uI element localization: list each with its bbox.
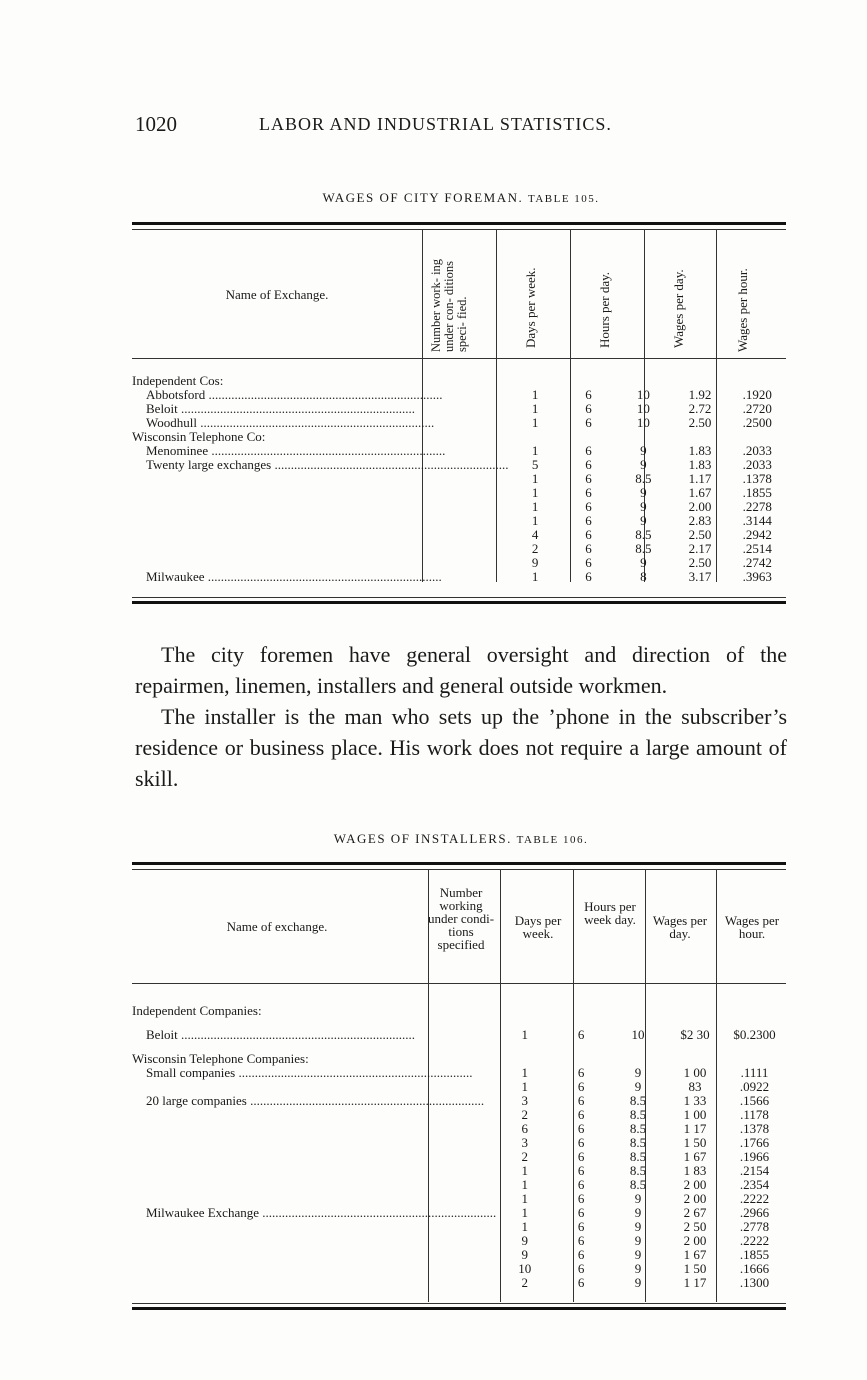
cell-hours: 9 — [634, 1247, 642, 1262]
cell-exchange-name — [132, 416, 508, 430]
cell-hours: 9 — [634, 1065, 642, 1080]
table-106-top-rule — [132, 862, 786, 865]
cell-number: 1 — [531, 471, 539, 486]
cell-exchange-name — [132, 1122, 496, 1136]
cell-days: 6 — [577, 1177, 585, 1192]
cell-hours: 8.5 — [629, 1177, 647, 1192]
cell-hours: 10 — [636, 401, 650, 416]
cell-number: 1 — [521, 1205, 528, 1220]
cell-days: 6 — [577, 1027, 585, 1042]
exchange-name-text: Abbotsford — [146, 388, 206, 402]
table-105-title: WAGES OF CITY FOREMAN. — [322, 190, 524, 205]
cell-days: 6 — [577, 1163, 585, 1178]
cell-wages-hour: .2742 — [742, 555, 772, 570]
cell-wages-day: 2 67 — [683, 1205, 707, 1220]
col-header-number: Number work- ing under con- ditions speci- fied. — [429, 258, 469, 352]
col-header-wages-hour: Wages per hour. — [724, 913, 780, 941]
table-row — [132, 1066, 786, 1080]
table-row — [132, 1136, 786, 1150]
cell-number: 6 — [521, 1121, 528, 1136]
cell-days: 6 — [585, 499, 592, 514]
table-row — [132, 1094, 786, 1108]
cell-wages-day: 2.00 — [688, 499, 712, 514]
table-105-caption — [135, 190, 787, 206]
cell-days: 6 — [585, 513, 592, 528]
page-header — [135, 112, 787, 142]
exchange-name-text: 20 large companies — [146, 1094, 247, 1108]
cell-wages-hour: .1920 — [742, 387, 772, 402]
cell-wages-day: 2.50 — [688, 527, 712, 542]
cell-number: 3 — [521, 1093, 528, 1108]
cell-exchange-name — [132, 542, 508, 556]
cell-wages-day: 2.83 — [688, 513, 712, 528]
table-105-top-rule — [132, 222, 786, 225]
cell-wages-day: 1 17 — [683, 1121, 707, 1136]
table-row — [132, 1122, 786, 1136]
cell-days: 6 — [585, 387, 592, 402]
cell-hours: 9 — [634, 1275, 642, 1290]
col-header-wages-day: Wages per day. — [652, 913, 708, 941]
cell-number: 4 — [531, 527, 539, 542]
cell-days: 6 — [585, 457, 592, 472]
cell-wages-day: 1.17 — [688, 471, 712, 486]
table-row — [132, 444, 786, 458]
cell-number: 1 — [531, 387, 539, 402]
cell-wages-day: 2 00 — [683, 1233, 707, 1248]
cell-hours: 8 — [640, 569, 647, 584]
cell-hours: 8.5 — [635, 527, 652, 542]
cell-wages-hour: .2033 — [742, 443, 772, 458]
cell-wages-hour — [723, 1004, 786, 1018]
cell-number: 1 — [531, 485, 539, 500]
cell-hours — [615, 430, 671, 444]
cell-number: 1 — [531, 513, 539, 528]
cell-wages-day: 1 33 — [683, 1093, 707, 1108]
cell-hours: 9 — [634, 1233, 642, 1248]
table-105-header — [132, 230, 786, 358]
exchange-name-text: Milwaukee — [146, 570, 205, 584]
table-106-caption — [135, 831, 787, 847]
cell-number: 1 — [521, 1079, 528, 1094]
cell-number: 9 — [531, 555, 539, 570]
table-106-title: WAGES OF INSTALLERS. — [333, 831, 512, 846]
table-row — [132, 1018, 786, 1042]
cell-wages-hour: .2278 — [742, 499, 772, 514]
table-105-label: TABLE 105. — [528, 193, 600, 205]
cell-number: 1 — [531, 415, 539, 430]
cell-exchange-name — [132, 1080, 496, 1094]
exchange-name-text: Woodhull — [146, 416, 197, 430]
cell-wages-day: 3.17 — [688, 569, 712, 584]
cell-wages-day: 1 67 — [683, 1247, 707, 1262]
cell-exchange-name — [132, 1234, 496, 1248]
cell-number: 5 — [531, 457, 539, 472]
cell-exchange-name — [132, 1150, 496, 1164]
cell-number: 2 — [521, 1275, 528, 1290]
cell-exchange-name — [132, 1276, 496, 1290]
table-row — [132, 486, 786, 500]
cell-exchange-name — [132, 1066, 496, 1080]
table-row — [132, 542, 786, 556]
cell-wages-day: 2.17 — [688, 541, 712, 556]
cell-hours: 9 — [634, 1219, 642, 1234]
cell-wages-day: 83 — [688, 1079, 702, 1094]
cell-days: 6 — [585, 485, 592, 500]
cell-exchange-name — [132, 444, 508, 458]
table-106-bottom-rule — [132, 1307, 786, 1310]
table-row — [132, 1220, 786, 1234]
cell-wages-hour: .2500 — [742, 415, 772, 430]
cell-wages-hour: .1666 — [739, 1261, 770, 1276]
cell-wages-hour: .3963 — [742, 569, 772, 584]
cell-exchange-name — [132, 1248, 496, 1262]
cell-hours: 8.5 — [629, 1093, 647, 1108]
cell-exchange-name — [132, 570, 508, 584]
cell-wages-day: 1 00 — [683, 1107, 707, 1122]
cell-wages-day: 1.83 — [688, 443, 712, 458]
table-row — [132, 1108, 786, 1122]
cell-number: 1 — [531, 499, 539, 514]
table-row — [132, 1004, 786, 1018]
table-row — [132, 1262, 786, 1276]
cell-exchange-name — [132, 1042, 496, 1066]
exchange-name-text: Small companies — [146, 1066, 236, 1080]
table-row — [132, 472, 786, 486]
cell-hours: 8.5 — [635, 471, 652, 486]
table-105-bottom-rule-thin — [132, 597, 786, 598]
cell-hours: 9 — [640, 513, 647, 528]
cell-hours — [609, 1004, 667, 1018]
cell-hours: 9 — [640, 485, 647, 500]
cell-number: 2 — [531, 541, 539, 556]
cell-hours: 10 — [631, 1027, 645, 1042]
cell-wages-hour: .1300 — [739, 1275, 770, 1290]
table-row — [132, 1150, 786, 1164]
cell-days: 6 — [585, 569, 592, 584]
cell-wages-hour — [728, 374, 786, 388]
cell-number: 1 — [531, 443, 539, 458]
cell-hours: 8.5 — [629, 1163, 647, 1178]
table-105-header-rule — [132, 358, 786, 359]
exchange-name-text: Beloit — [146, 402, 178, 416]
cell-number: 1 — [521, 1027, 528, 1042]
cell-hours: 9 — [634, 1079, 642, 1094]
cell-wages-day: 1 67 — [683, 1149, 707, 1164]
cell-days: 6 — [577, 1275, 585, 1290]
cell-wages-hour: .1566 — [739, 1093, 770, 1108]
cell-wages-day: 1 00 — [683, 1065, 707, 1080]
table-row — [132, 374, 786, 388]
cell-number: 10 — [518, 1261, 532, 1276]
cell-wages-hour: .2354 — [739, 1177, 770, 1192]
cell-number: 1 — [521, 1065, 528, 1080]
table-106-header-rule — [132, 983, 786, 984]
cell-exchange-name — [132, 500, 508, 514]
table-row — [132, 1164, 786, 1178]
table-106-header — [132, 870, 786, 982]
col-header-days: Days per week. — [514, 913, 562, 941]
cell-exchange-name — [132, 1004, 496, 1018]
cell-wages-day: 2.72 — [688, 401, 712, 416]
table-row — [132, 1192, 786, 1206]
cell-hours: 10 — [636, 415, 650, 430]
cell-hours: 9 — [640, 457, 647, 472]
cell-number: 2 — [521, 1107, 528, 1122]
exchange-name-text: Independent Cos: — [132, 374, 224, 388]
exchange-name-text: Wisconsin Telephone Co: — [132, 430, 266, 444]
table-row — [132, 458, 786, 472]
cell-days — [553, 1004, 609, 1018]
table-row — [132, 388, 786, 402]
table-row — [132, 556, 786, 570]
cell-days: 6 — [577, 1233, 585, 1248]
cell-wages-day: 1 50 — [683, 1261, 707, 1276]
cell-exchange-name — [132, 1094, 496, 1108]
cell-hours: 8.5 — [629, 1149, 647, 1164]
col-header-wages-hour: Wages per hour. — [735, 268, 750, 352]
cell-wages-day: 2 50 — [683, 1219, 707, 1234]
cell-hours: 9 — [640, 555, 647, 570]
table-row — [132, 1276, 786, 1290]
cell-wages-day: 2 00 — [683, 1191, 707, 1206]
cell-number — [496, 1042, 553, 1066]
cell-wages-hour: .2720 — [742, 401, 772, 416]
cell-hours: 9 — [634, 1191, 642, 1206]
cell-hours: 8.5 — [629, 1107, 647, 1122]
table-row — [132, 1248, 786, 1262]
cell-number: 9 — [521, 1233, 528, 1248]
cell-wages-day: 1.92 — [688, 387, 712, 402]
table-row — [132, 1234, 786, 1248]
cell-exchange-name — [132, 514, 508, 528]
cell-wages-hour: .2966 — [739, 1205, 770, 1220]
cell-hours: 9 — [640, 499, 647, 514]
page-number: 1020 — [135, 112, 177, 136]
cell-number: 1 — [521, 1163, 528, 1178]
exchange-name-text: Twenty large exchanges — [146, 458, 272, 472]
exchange-name-text: Beloit — [146, 1028, 178, 1042]
cell-wages-day: 1.67 — [688, 485, 712, 500]
table-row — [132, 1206, 786, 1220]
cell-days: 6 — [577, 1107, 585, 1122]
cell-hours: 10 — [636, 387, 650, 402]
cell-days: 6 — [585, 471, 592, 486]
table-105-bottom-rule — [132, 601, 786, 604]
cell-hours — [615, 374, 671, 388]
cell-exchange-name — [132, 402, 508, 416]
cell-exchange-name — [132, 556, 508, 570]
cell-number: 1 — [521, 1177, 528, 1192]
paragraph-installer: The installer is the man who sets up the ’phone in the subscriber’s residence or business place. His work does not require a large amount of skill. — [135, 704, 787, 791]
cell-number — [508, 430, 561, 444]
table-row — [132, 1042, 786, 1066]
cell-days: 6 — [577, 1247, 585, 1262]
cell-days — [562, 430, 615, 444]
cell-wages-day: $2 30 — [680, 1027, 710, 1042]
cell-hours: 9 — [640, 443, 647, 458]
cell-exchange-name — [132, 388, 508, 402]
running-title: LABOR AND INDUSTRIAL STATISTICS. — [259, 114, 612, 134]
exchange-name-text: Menominee — [146, 444, 209, 458]
cell-wages-hour: .1378 — [742, 471, 772, 486]
cell-days — [553, 1042, 609, 1066]
body-text — [135, 639, 787, 794]
cell-hours: 9 — [634, 1261, 642, 1276]
cell-wages-day — [667, 1042, 723, 1066]
cell-exchange-name — [132, 1192, 496, 1206]
cell-hours: 8.5 — [629, 1135, 647, 1150]
table-row — [132, 402, 786, 416]
table-row — [132, 430, 786, 444]
cell-exchange-name — [132, 486, 508, 500]
exchange-name-text: Milwaukee Exchange — [146, 1206, 259, 1220]
cell-exchange-name — [132, 1206, 496, 1220]
table-row — [132, 1080, 786, 1094]
col-header-days: Days per week. — [523, 267, 538, 348]
cell-wages-day — [667, 1004, 723, 1018]
table-106-label: TABLE 106. — [516, 834, 589, 846]
col-header-hours: Hours per week day. — [584, 899, 636, 927]
cell-number: 2 — [521, 1149, 528, 1164]
exchange-name-text: Wisconsin Telephone Companies: — [132, 1052, 309, 1066]
cell-wages-hour: .1966 — [739, 1149, 770, 1164]
cell-days: 6 — [585, 527, 592, 542]
cell-number: 1 — [521, 1219, 528, 1234]
cell-exchange-name — [132, 1108, 496, 1122]
table-row — [132, 416, 786, 430]
cell-wages-day: 2 00 — [683, 1177, 707, 1192]
cell-wages-hour: $0.2300 — [733, 1027, 776, 1042]
cell-days: 6 — [577, 1093, 585, 1108]
cell-days: 6 — [585, 443, 592, 458]
cell-days: 6 — [577, 1121, 585, 1136]
cell-days: 6 — [577, 1219, 585, 1234]
cell-days: 6 — [577, 1261, 585, 1276]
cell-wages-hour — [728, 430, 786, 444]
cell-exchange-name — [132, 458, 508, 472]
cell-days: 6 — [585, 555, 592, 570]
col-header-name: Name of exchange. — [226, 919, 328, 934]
cell-days: 6 — [585, 415, 592, 430]
cell-hours: 8.5 — [629, 1121, 647, 1136]
cell-days: 6 — [585, 401, 592, 416]
cell-wages-hour: .2033 — [742, 457, 772, 472]
cell-exchange-name — [132, 1178, 496, 1192]
cell-days: 6 — [577, 1065, 585, 1080]
cell-exchange-name — [132, 430, 508, 444]
cell-wages-day: 1.83 — [688, 457, 712, 472]
cell-wages-hour: .2222 — [739, 1191, 770, 1206]
cell-days: 6 — [577, 1149, 585, 1164]
cell-exchange-name — [132, 1018, 496, 1042]
table-row — [132, 528, 786, 542]
cell-days — [562, 374, 615, 388]
cell-exchange-name — [132, 472, 508, 486]
exchange-name-text: Independent Companies: — [132, 1004, 262, 1018]
cell-wages-day: 1 17 — [683, 1275, 707, 1290]
table-106-bottom-rule-thin — [132, 1303, 786, 1304]
cell-wages-hour: .1766 — [739, 1135, 770, 1150]
cell-exchange-name — [132, 1164, 496, 1178]
cell-number — [508, 374, 561, 388]
cell-wages-day: 2.50 — [688, 555, 712, 570]
cell-exchange-name — [132, 528, 508, 542]
cell-wages-hour: .3144 — [742, 513, 772, 528]
cell-wages-day: 1 83 — [683, 1163, 707, 1178]
cell-days: 6 — [585, 541, 592, 556]
table-106 — [132, 1004, 786, 1290]
cell-wages-hour: .1111 — [740, 1065, 769, 1080]
cell-number: 3 — [521, 1135, 528, 1150]
cell-exchange-name — [132, 1136, 496, 1150]
cell-wages-hour: .2514 — [742, 541, 772, 556]
cell-days: 6 — [577, 1135, 585, 1150]
cell-wages-hour: .0922 — [739, 1079, 770, 1094]
cell-days: 6 — [577, 1191, 585, 1206]
cell-wages-hour: .2222 — [739, 1233, 770, 1248]
cell-wages-hour: .1178 — [740, 1107, 769, 1122]
cell-days: 6 — [577, 1205, 585, 1220]
cell-wages-hour: .1855 — [739, 1247, 770, 1262]
table-106-body — [132, 1004, 786, 1290]
cell-exchange-name — [132, 374, 508, 388]
table-row — [132, 500, 786, 514]
cell-wages-day: 1 50 — [683, 1135, 707, 1150]
col-header-name: Name of Exchange. — [225, 287, 329, 302]
col-header-number: Number working under condi- tions specified — [427, 885, 495, 952]
cell-wages-day: 2.50 — [688, 415, 712, 430]
cell-wages-hour: .2778 — [739, 1219, 770, 1234]
cell-number: 1 — [521, 1191, 528, 1206]
table-105 — [132, 374, 786, 584]
cell-days: 6 — [577, 1079, 585, 1094]
cell-wages-day — [672, 430, 729, 444]
col-header-hours: Hours per day. — [597, 271, 612, 348]
table-105-body — [132, 374, 786, 584]
cell-wages-hour: .1855 — [742, 485, 772, 500]
paragraph-foremen: The city foremen have general oversight and direction of the repairmen, linemen, installers and general outside workmen. — [135, 642, 787, 698]
cell-exchange-name — [132, 1220, 496, 1234]
cell-wages-hour: .2942 — [742, 527, 772, 542]
cell-wages-hour: .1378 — [739, 1121, 770, 1136]
col-header-wages-day: Wages per day. — [671, 269, 686, 348]
cell-wages-day — [672, 374, 729, 388]
cell-hours — [609, 1042, 667, 1066]
cell-number: 9 — [521, 1247, 528, 1262]
table-row — [132, 570, 786, 584]
cell-number: 1 — [531, 401, 539, 416]
cell-wages-hour: .2154 — [739, 1163, 770, 1178]
cell-number — [496, 1004, 553, 1018]
cell-number: 1 — [531, 569, 539, 584]
cell-hours: 9 — [634, 1205, 642, 1220]
cell-hours: 8.5 — [635, 541, 652, 556]
cell-exchange-name — [132, 1262, 496, 1276]
table-row — [132, 1178, 786, 1192]
cell-wages-hour — [723, 1042, 786, 1066]
table-row — [132, 514, 786, 528]
